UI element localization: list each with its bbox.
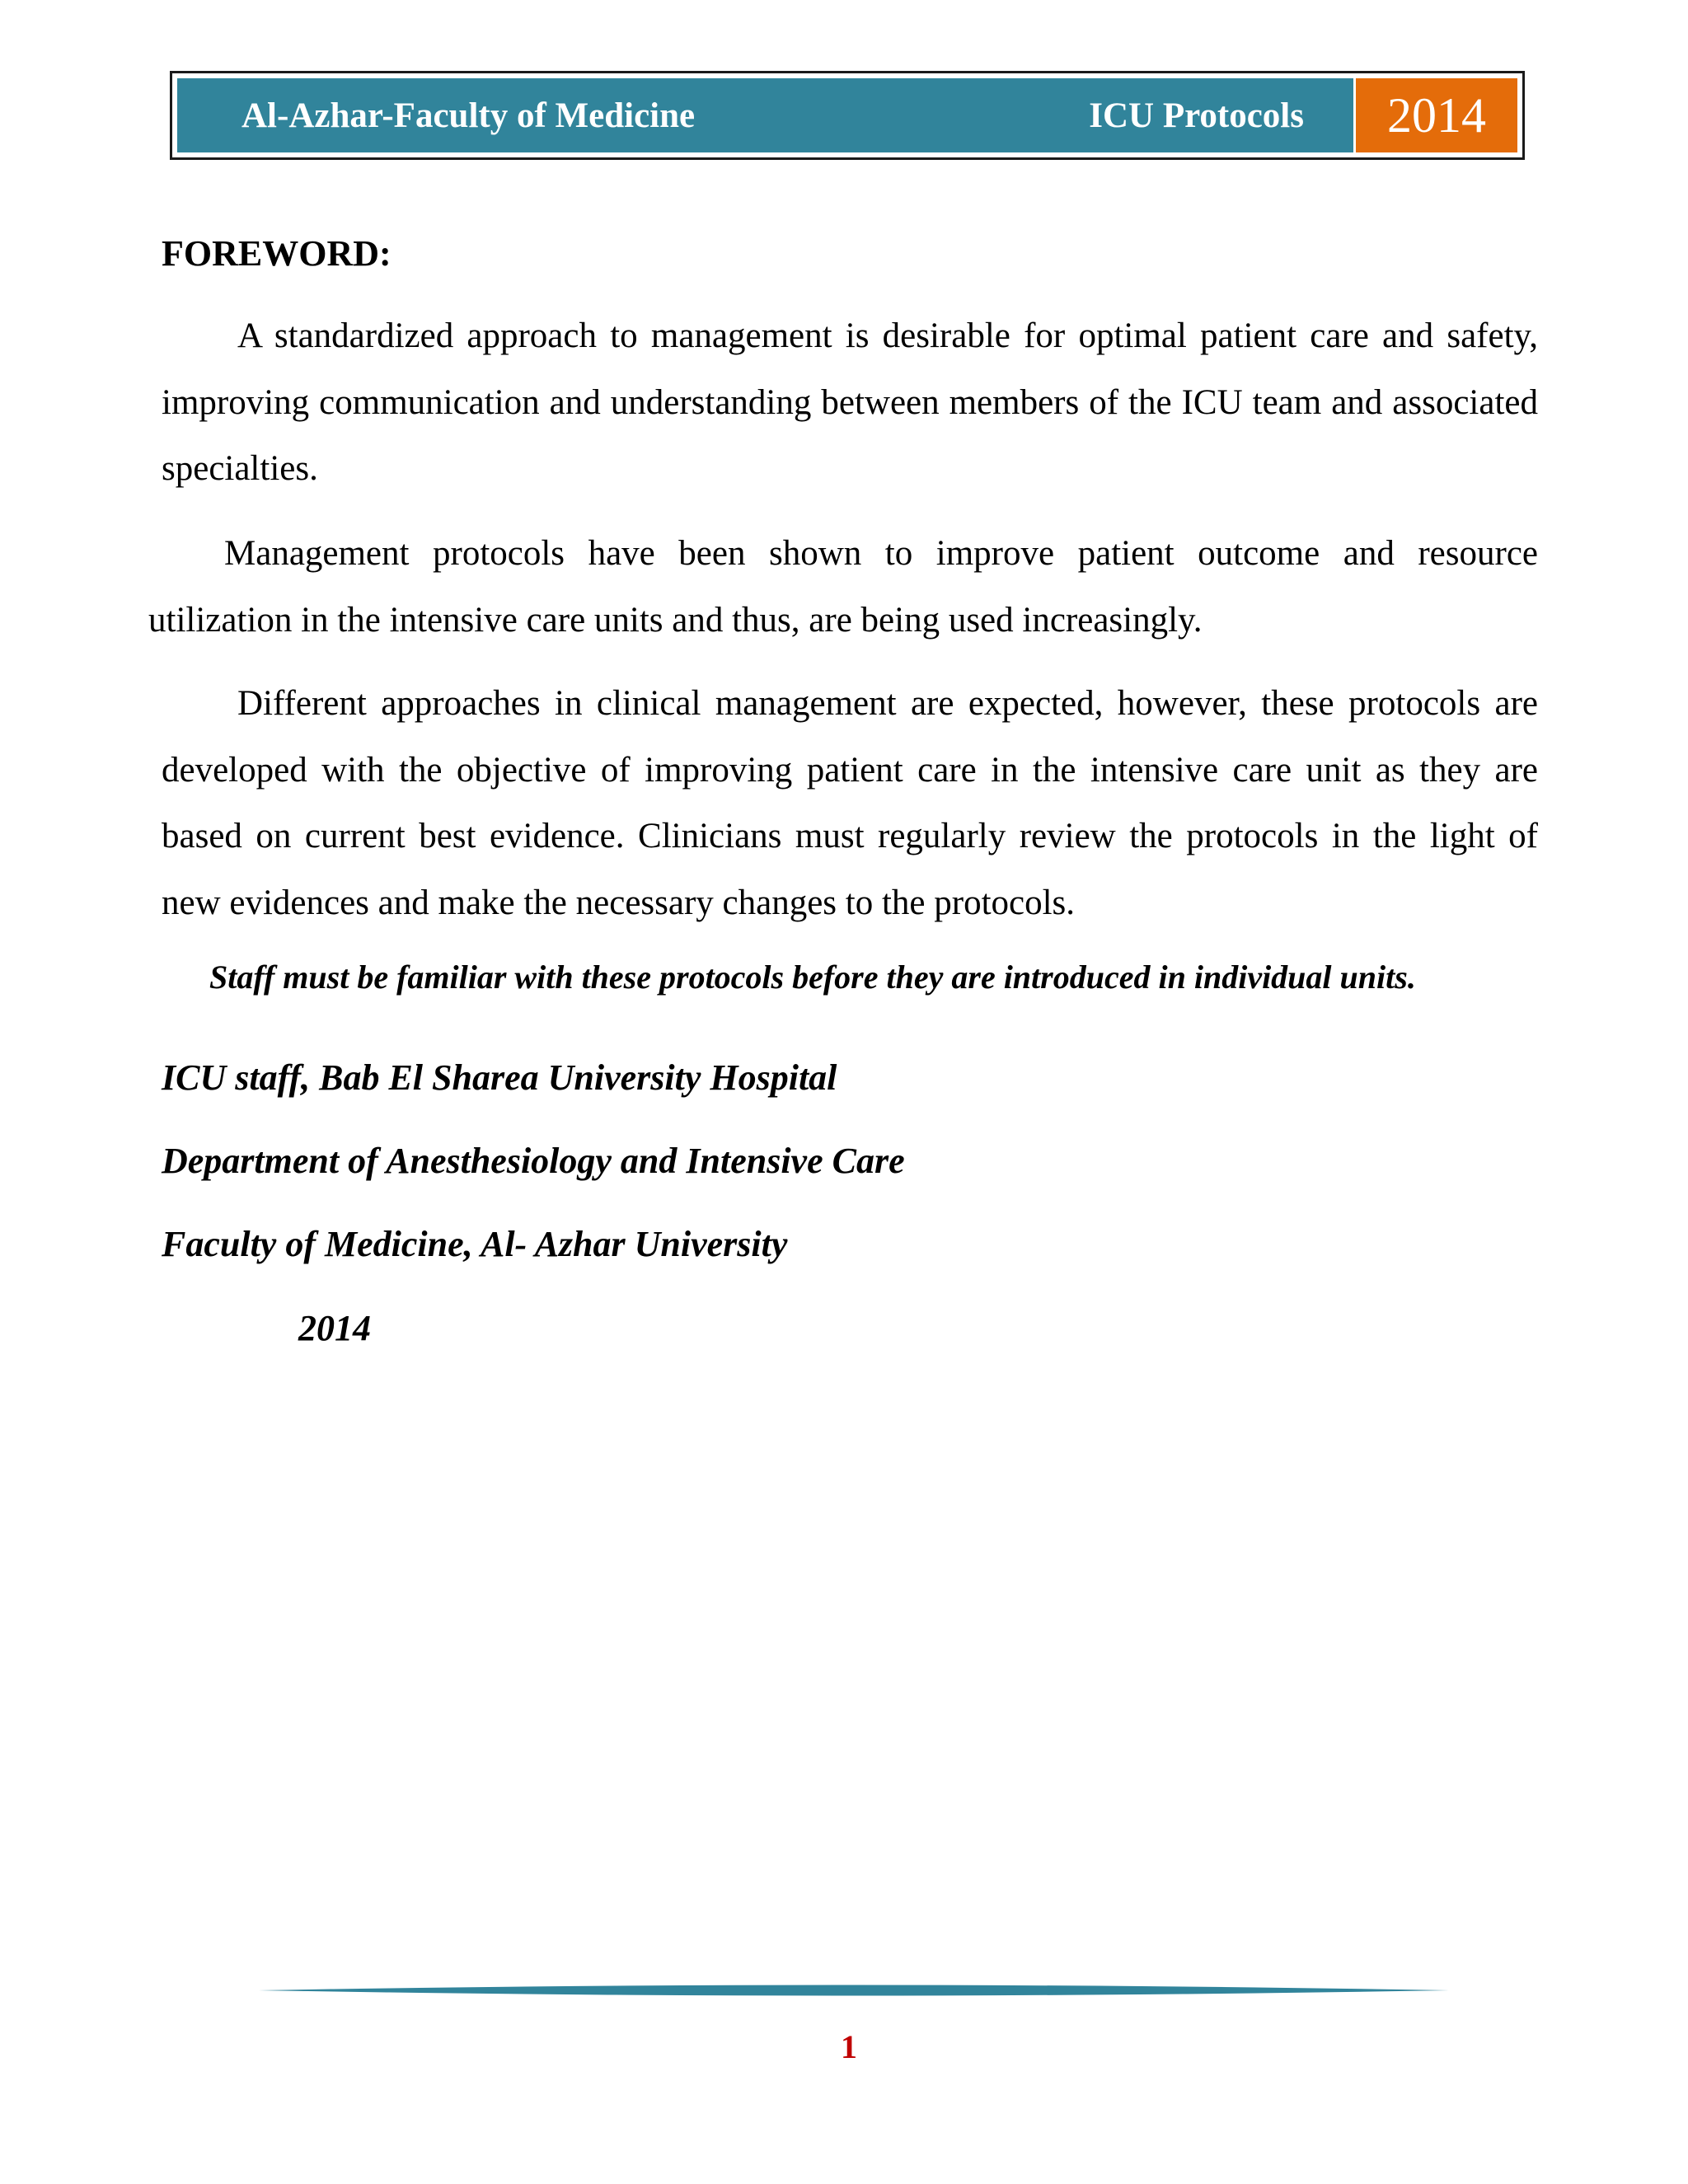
header-band: [177, 78, 1517, 152]
foreword-paragraph: A standardized approach to management is desirable for optimal patient care and safety, improving communication and understanding between members of the ICU team and associated specialties.: [162, 316, 1538, 488]
page-number: 1: [841, 2028, 857, 2065]
foreword-paragraph: Different approaches in clinical management are expected, however, these protocols are developed with the objective of improving patient care in the intensive care unit as they are based on current best evidence. Clinicians must regularly review the protocols in the light of new evidences and make the necessary changes to the protocols.: [162, 684, 1538, 922]
signature-line: Faculty of Medicine, Al- Azhar University: [162, 1224, 788, 1264]
header-year: 2014: [1353, 78, 1517, 152]
header-document-title: ICU Protocols: [1089, 96, 1304, 135]
foreword-paragraph: Management protocols have been shown to improve patient outcome and resource utilization in the intensive care units and thus, are being used increasingly.: [148, 534, 1538, 640]
signature-line: ICU staff, Bab El Sharea University Hospital: [162, 1057, 837, 1098]
header-institution: Al-Azhar-Faculty of Medicine: [241, 96, 696, 135]
signature-year: 2014: [298, 1308, 371, 1348]
staff-note: Staff must be familiar with these protocols before they are introduced in individual units.: [209, 958, 1416, 996]
footer-divider: [259, 1978, 1449, 2003]
signature-line: Department of Anesthesiology and Intensive Care: [162, 1141, 905, 1181]
page-header: [170, 71, 1525, 160]
section-title: FOREWORD:: [162, 233, 392, 274]
